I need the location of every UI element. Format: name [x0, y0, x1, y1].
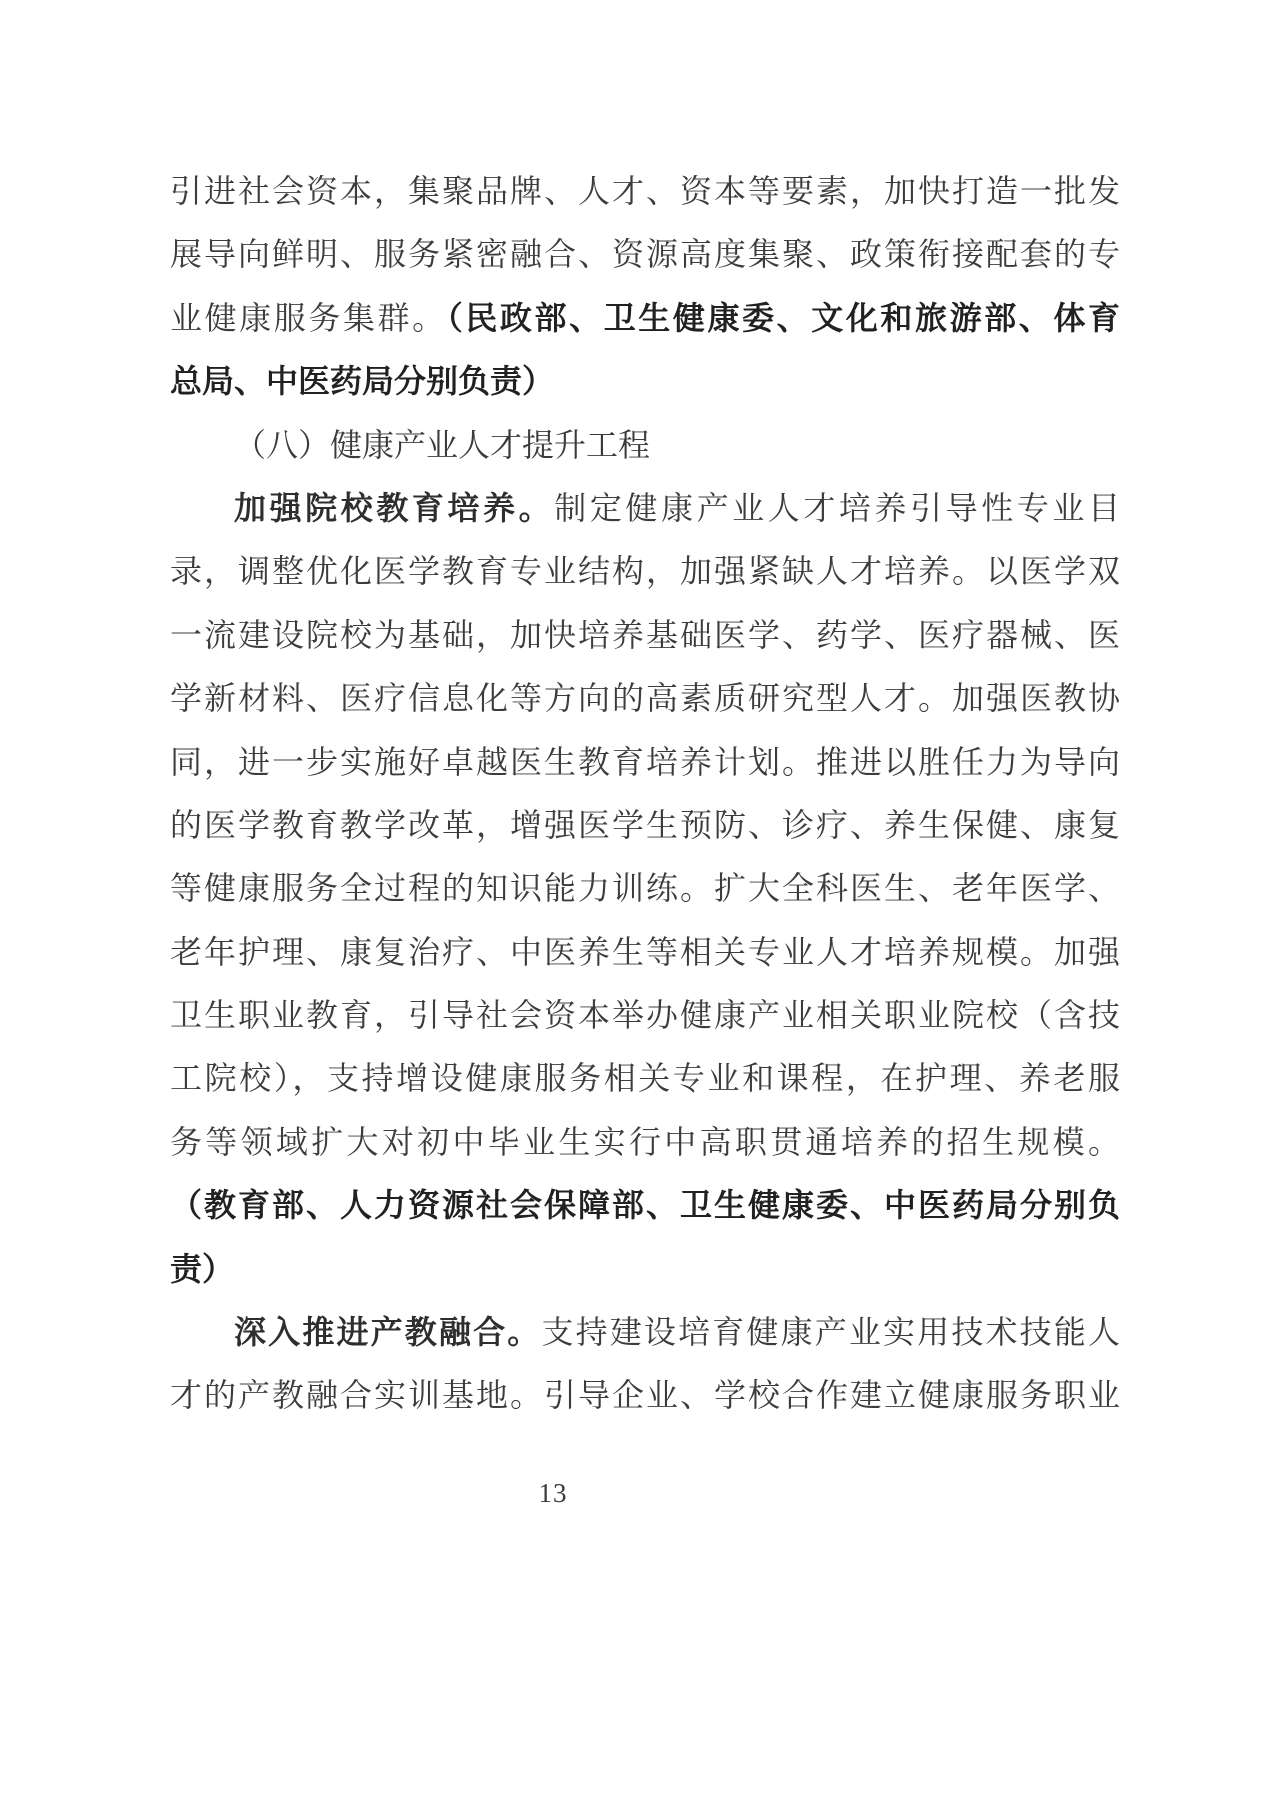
text-line: [170, 223, 1120, 286]
text-segment-body: 同，进一步实施好卓越医生教育培养计划。推进以胜任力为导向: [170, 743, 1120, 780]
text-line: [170, 667, 1120, 730]
text-segment-body: 工院校），支持增设健康服务相关专业和课程，在护理、养老服: [170, 1060, 1120, 1097]
text-segment-body: 制定健康产业人才培养引导性专业目: [554, 489, 1120, 526]
text-segment-hei: （教育部、人力资源社会保障部、卫生健康委、中医药局分别负: [170, 1187, 1120, 1224]
text-line: [170, 794, 1120, 857]
text-segment-body: 学新材料、医疗信息化等方向的高素质研究型人才。加强医教协: [170, 680, 1120, 717]
text-line: [170, 1111, 1120, 1174]
text-segment-body: 展导向鲜明、服务紧密融合、资源高度集聚、政策衔接配套的专: [170, 236, 1120, 273]
text-segment-hei: 责）: [170, 1250, 235, 1287]
text-line: [170, 1238, 1120, 1301]
text-line: [170, 160, 1120, 223]
text-segment-hei: 总局、中医药局分别负责）: [170, 363, 555, 400]
text-segment-body: 等健康服务全过程的知识能力训练。扩大全科医生、老年医学、: [170, 870, 1120, 907]
text-segment-heading: （八）健康产业人才提升工程: [234, 426, 651, 463]
text-line: [170, 540, 1120, 603]
text-segment-body: 卫生职业教育，引导社会资本举办健康产业相关职业院校（含技: [170, 997, 1120, 1034]
text-line: [170, 1047, 1120, 1110]
text-line: [170, 984, 1120, 1047]
page-number: 13: [538, 1478, 568, 1508]
text-segment-body: 才的产教融合实训基地。引导企业、学校合作建立健康服务职业: [170, 1377, 1120, 1414]
text-line: [170, 731, 1120, 794]
text-line: [170, 287, 1120, 350]
text-segment-kai: 深入推进产教融合。: [234, 1314, 542, 1351]
text-line: [170, 921, 1120, 984]
text-segment-body: 录，调整优化医学教育专业结构，加强紧缺人才培养。以医学双: [170, 553, 1120, 590]
text-segment-body: 业健康服务集群。: [170, 299, 447, 336]
text-line: [170, 477, 1120, 540]
text-segment-body: 老年护理、康复治疗、中医养生等相关专业人才培养规模。加强: [170, 933, 1120, 970]
text-segment-body: 的医学教育教学改革，增强医学生预防、诊疗、养生保健、康复: [170, 806, 1120, 843]
document-body: [170, 160, 1120, 1428]
text-line: [170, 1364, 1120, 1427]
text-segment-kai: 加强院校教育培养。: [234, 489, 555, 526]
text-segment-body: 支持建设培育健康产业实用技术技能人: [541, 1314, 1120, 1351]
text-segment-hei: （民政部、卫生健康委、文化和旅游部、体育: [446, 299, 1120, 336]
text-segment-body: 引进社会资本，集聚品牌、人才、资本等要素，加快打造一批发: [170, 173, 1120, 209]
text-line: [170, 350, 1120, 413]
text-line: [170, 857, 1120, 920]
text-segment-body: 一流建设院校为基础，加快培养基础医学、药学、医疗器械、医: [170, 616, 1120, 653]
text-line: [170, 1174, 1120, 1237]
text-line: [170, 604, 1120, 667]
text-segment-body: 务等领域扩大对初中毕业生实行中高职贯通培养的招生规模。: [170, 1123, 1120, 1160]
text-line: [170, 1301, 1120, 1364]
text-line: [170, 414, 1120, 477]
